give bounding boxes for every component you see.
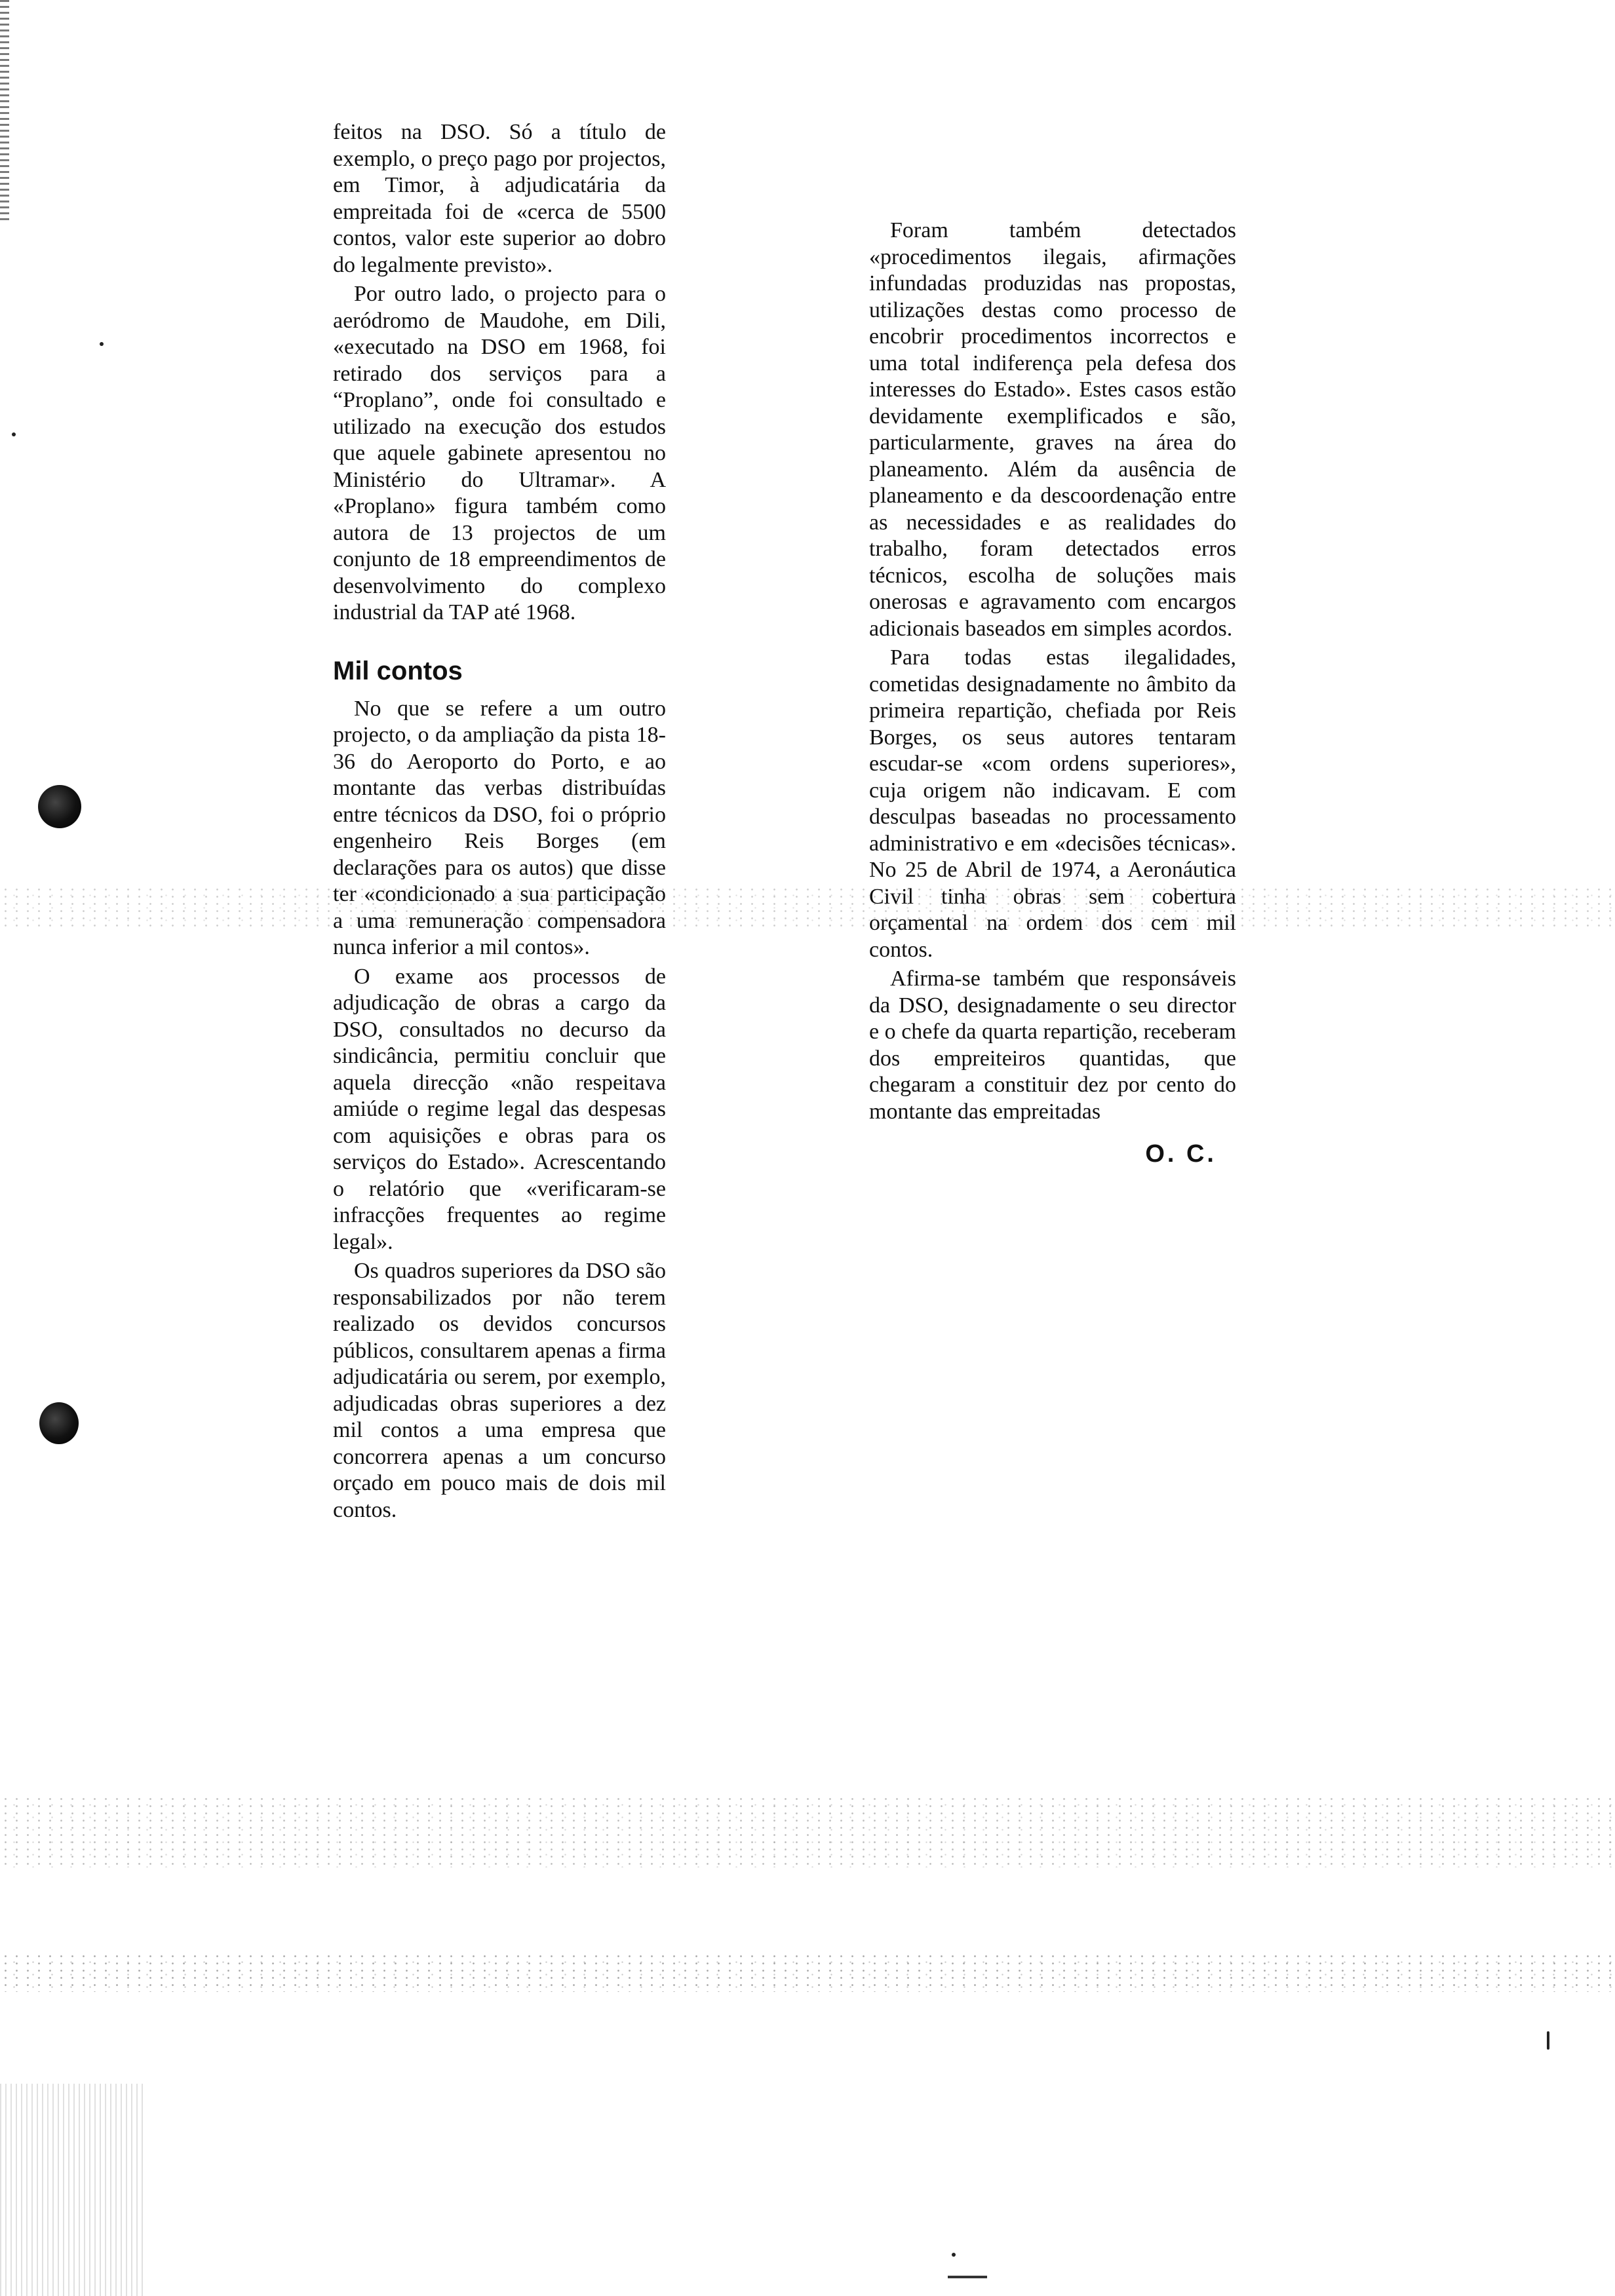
paragraph: Os quadros superiores da DSO são responsabilizados por não terem realizado os devidos concursos públicos, consultarem apenas a firma adjudicatária ou serem, por exemplo, adjudicadas obras superiores a dez mil contos a uma empresa que concorrera apenas a um concurso orçado em pouco mais de dois mil contos.	[333, 1259, 666, 1522]
speck	[1547, 2031, 1549, 2050]
punch-hole-top	[38, 785, 81, 828]
scan-mark-bottom	[948, 2276, 987, 2278]
paragraph: Foram também detectados «procedimentos ilegais, afirmações infundadas produzidas nas propostas, utilizações destas como processo de encobrir procedimentos incorrectos e uma total indiferença pela defesa dos interesses do Estado». Estes casos estão devidamente exemplificados e são, particularmente, graves na área do planeamento. Além da ausência de planeamento e da descoordenação entre as necessidades e as realidades do trabalho, foram detectados erros técnicos, escolha de soluções mais onerosas e agravamento com encargos adicionais baseados em simples acordos.	[869, 218, 1236, 641]
paragraph: feitos na DSO. Só a título de exemplo, o preço pago por projectos, em Timor, à adjudicatária da empreitada foi de «cerca de 5500 contos, valor este superior ao dobro do legalmente previsto».	[333, 120, 666, 277]
speck	[100, 342, 104, 346]
speck	[952, 2253, 956, 2257]
author-signature: O. C.	[1145, 1140, 1216, 1168]
paragraph: No que se refere a um outro projecto, o da ampliação da pista 18-36 do Aeroporto do Porto, e ao montante das verbas distribuídas entre técnicos da DSO, foi o próprio engenheiro Reis Borges (em declarações para os autos) que disse ter «condicionado a sua participação a uma remuneração compensadora nunca inferior a mil contos».	[333, 696, 666, 959]
scan-edge-left	[0, 0, 9, 223]
paragraph: Para todas estas ilegalidades, cometidas designadamente no âmbito da primeira repartição, chefiada por Reis Borges, os seus autores tentaram escudar-se «com ordens superiores», cuja origem não indicavam. E com desculpas baseadas no processamento administrativo e em «decisões técnicas». No 25 de Abril de 1974, a Aeronáutica Civil tinha obras sem cobertura orçamental na ordem dos cem mil contos.	[869, 645, 1236, 962]
paragraph: O exame aos processos de adjudicação de obras a cargo da DSO, consultados no decurso da sindicância, permitiu concluir que aquela direcção «não respeitava amiúde o regime legal das despesas com aquisições e obras para os serviços do Estado». Acrescentando o relatório que «verificaram-se infracções frequentes ao regime legal».	[333, 964, 666, 1254]
article-column-right	[869, 218, 1236, 1168]
scan-edge-bottom-left	[0, 2084, 144, 2296]
speck	[12, 432, 16, 436]
section-heading: Mil contos	[333, 656, 463, 685]
scan-noise-band-1	[0, 1795, 1615, 1867]
punch-hole-bottom	[39, 1402, 79, 1444]
scan-noise-band-2	[0, 1953, 1615, 1992]
paragraph: Por outro lado, o projecto para o aeródromo de Maudohe, em Dili, «executado na DSO em 1968, foi retirado dos serviços para a “Proplano”, onde foi consultado e utilizado na execução dos estudos que aquele gabinete apresentou no Ministério do Ultramar». A «Proplano» figura também como autora de 13 projectos de um conjunto de 18 empreendimentos de desenvolvimento do complexo industrial da TAP até 1968.	[333, 282, 666, 624]
scan-noise-fold	[0, 886, 1615, 932]
article-column-left	[333, 119, 666, 1523]
paragraph: Afirma-se também que responsáveis da DSO, designadamente o seu director e o chefe da quarta repartição, receberam dos empreiteiros quantidas, que chegaram a constituir dez por cento do montante das empreitadas	[869, 966, 1236, 1124]
